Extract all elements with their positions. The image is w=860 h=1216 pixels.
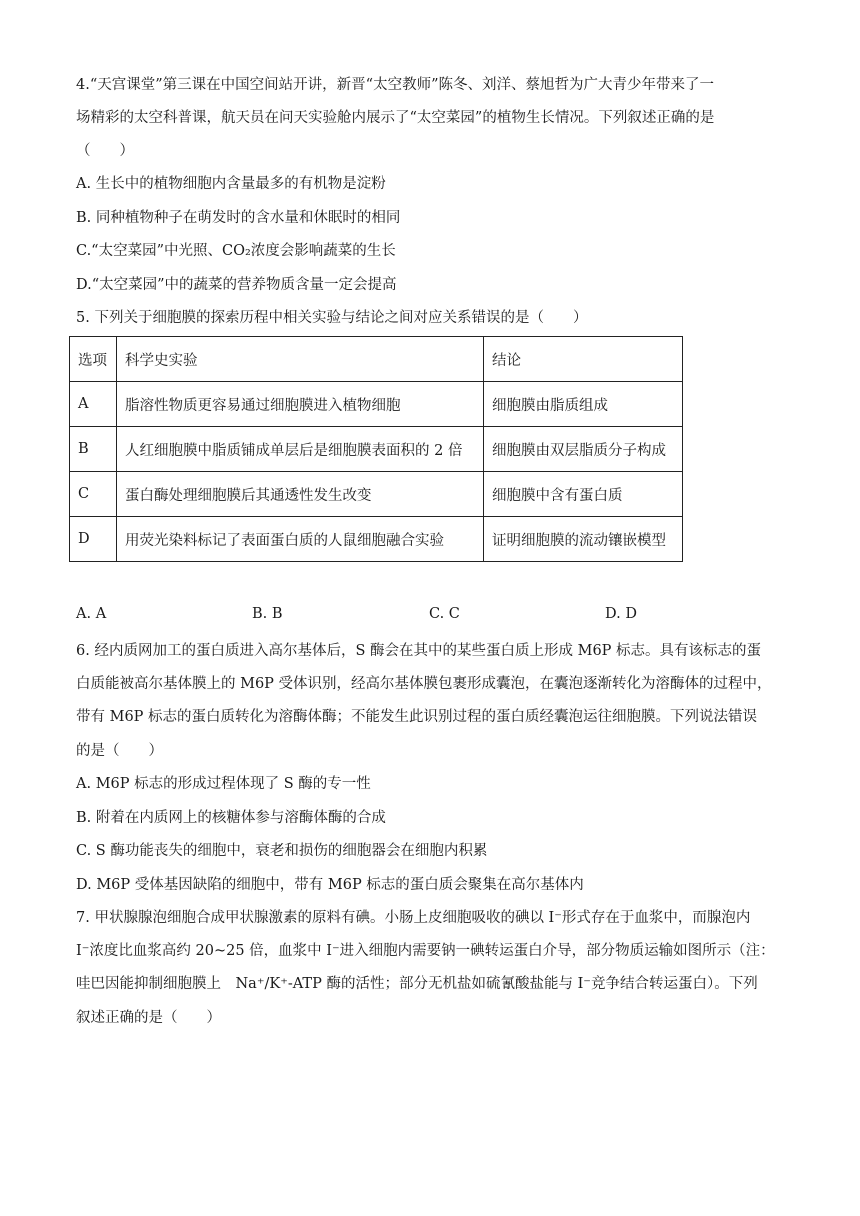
table-cell: A — [70, 382, 117, 427]
q4-option-d: D.“太空菜园”中的蔬菜的营养物质含量一定会提高 — [76, 277, 397, 293]
q4-option-a: A. 生长中的植物细胞内含量最多的有机物是淀粉 — [76, 176, 386, 192]
table-cell: 细胞膜由脂质组成 — [484, 382, 683, 427]
q5-table — [69, 336, 683, 562]
q5-stem: 5. 下列关于细胞膜的探索历程中相关实验与结论之间对应关系错误的是（ ） — [76, 310, 588, 326]
table-cell: C — [70, 472, 117, 517]
q4-stem-line-1: 4.“天宫课堂”第三课在中国空间站开讲，新晋“太空教师”陈冬、刘洋、蔡旭哲为广大青少年带来了一 — [76, 77, 714, 93]
header-experiment: 科学史实验 — [117, 337, 484, 382]
table-row — [70, 427, 683, 472]
table-cell: D — [70, 517, 117, 562]
q4-option-c: C.“太空菜园”中光照、CO₂浓度会影响蔬菜的生长 — [76, 243, 396, 259]
q4-stem-line-3: （ ） — [76, 143, 134, 159]
q5-option-d: D. D — [605, 606, 637, 622]
q7-stem-line-1: 7. 甲状腺腺泡细胞合成甲状腺激素的原料有碘。小肠上皮细胞吸收的碘以 I⁻形式存在于血浆中，而腺泡内 — [76, 910, 751, 926]
q5-option-a: A. A — [76, 606, 107, 622]
table-cell: 证明细胞膜的流动镶嵌模型 — [484, 517, 683, 562]
q6-option-a: A. M6P 标志的形成过程体现了 S 酶的专一性 — [76, 776, 371, 792]
table-cell: 脂溶性物质更容易通过细胞膜进入植物细胞 — [117, 382, 484, 427]
table-cell: B — [70, 427, 117, 472]
table-cell: 蛋白酶处理细胞膜后其通透性发生改变 — [117, 472, 484, 517]
q7-stem-line-2: I⁻浓度比血浆高约 20~25 倍，血浆中 I⁻进入细胞内需要钠一碘转运蛋白介导，部分物质运输如图所示（注： — [76, 943, 775, 959]
table-row — [70, 472, 683, 517]
q6-stem-line-4: 的是（ ） — [76, 743, 163, 759]
table-header-row — [70, 337, 683, 382]
q6-stem-line-1: 6. 经内质网加工的蛋白质进入高尔基体后，S 酶会在其中的某些蛋白质上形成 M6P 标志。具有该标志的蛋 — [76, 643, 762, 659]
header-conclusion: 结论 — [484, 337, 683, 382]
q5-options — [76, 606, 776, 628]
table-cell: 细胞膜由双层脂质分子构成 — [484, 427, 683, 472]
q6-option-c: C. S 酶功能丧失的细胞中，衰老和损伤的细胞器会在细胞内积累 — [76, 843, 488, 859]
q5-option-b: B. B — [252, 606, 283, 622]
q6-option-b: B. 附着在内质网上的核糖体参与溶酶体酶的合成 — [76, 810, 386, 826]
table-cell: 细胞膜中含有蛋白质 — [484, 472, 683, 517]
q4-option-b: B. 同种植物种子在萌发时的含水量和休眠时的相同 — [76, 210, 401, 226]
q6-stem-line-3: 带有 M6P 标志的蛋白质转化为溶酶体酶；不能发生此识别过程的蛋白质经囊泡运往细胞膜。下列说法错误 — [76, 709, 758, 725]
q4-stem-line-2: 场精彩的太空科普课，航天员在问天实验舱内展示了“太空菜园”的植物生长情况。下列叙述正确的是 — [76, 110, 715, 126]
q6-option-d: D. M6P 受体基因缺陷的细胞中，带有 M6P 标志的蛋白质会聚集在高尔基体内 — [76, 877, 584, 893]
table-cell: 人红细胞膜中脂质铺成单层后是细胞膜表面积的 2 倍 — [117, 427, 484, 472]
q6-stem-line-2: 白质能被高尔基体膜上的 M6P 受体识别，经高尔基体膜包裹形成囊泡，在囊泡逐渐转化为溶酶体的过程中， — [76, 676, 772, 692]
q5-option-c: C. C — [429, 606, 460, 622]
header-option: 选项 — [70, 337, 117, 382]
table-cell: 用荧光染料标记了表面蛋白质的人鼠细胞融合实验 — [117, 517, 484, 562]
table-row — [70, 382, 683, 427]
q7-stem-line-3: 哇巴因能抑制细胞膜上 Na⁺/K⁺-ATP 酶的活性；部分无机盐如硫氰酸盐能与 I⁻竞争结合转运蛋白）。下列 — [76, 976, 758, 992]
q7-stem-line-4: 叙述正确的是（ ） — [76, 1010, 221, 1026]
table-row — [70, 517, 683, 562]
